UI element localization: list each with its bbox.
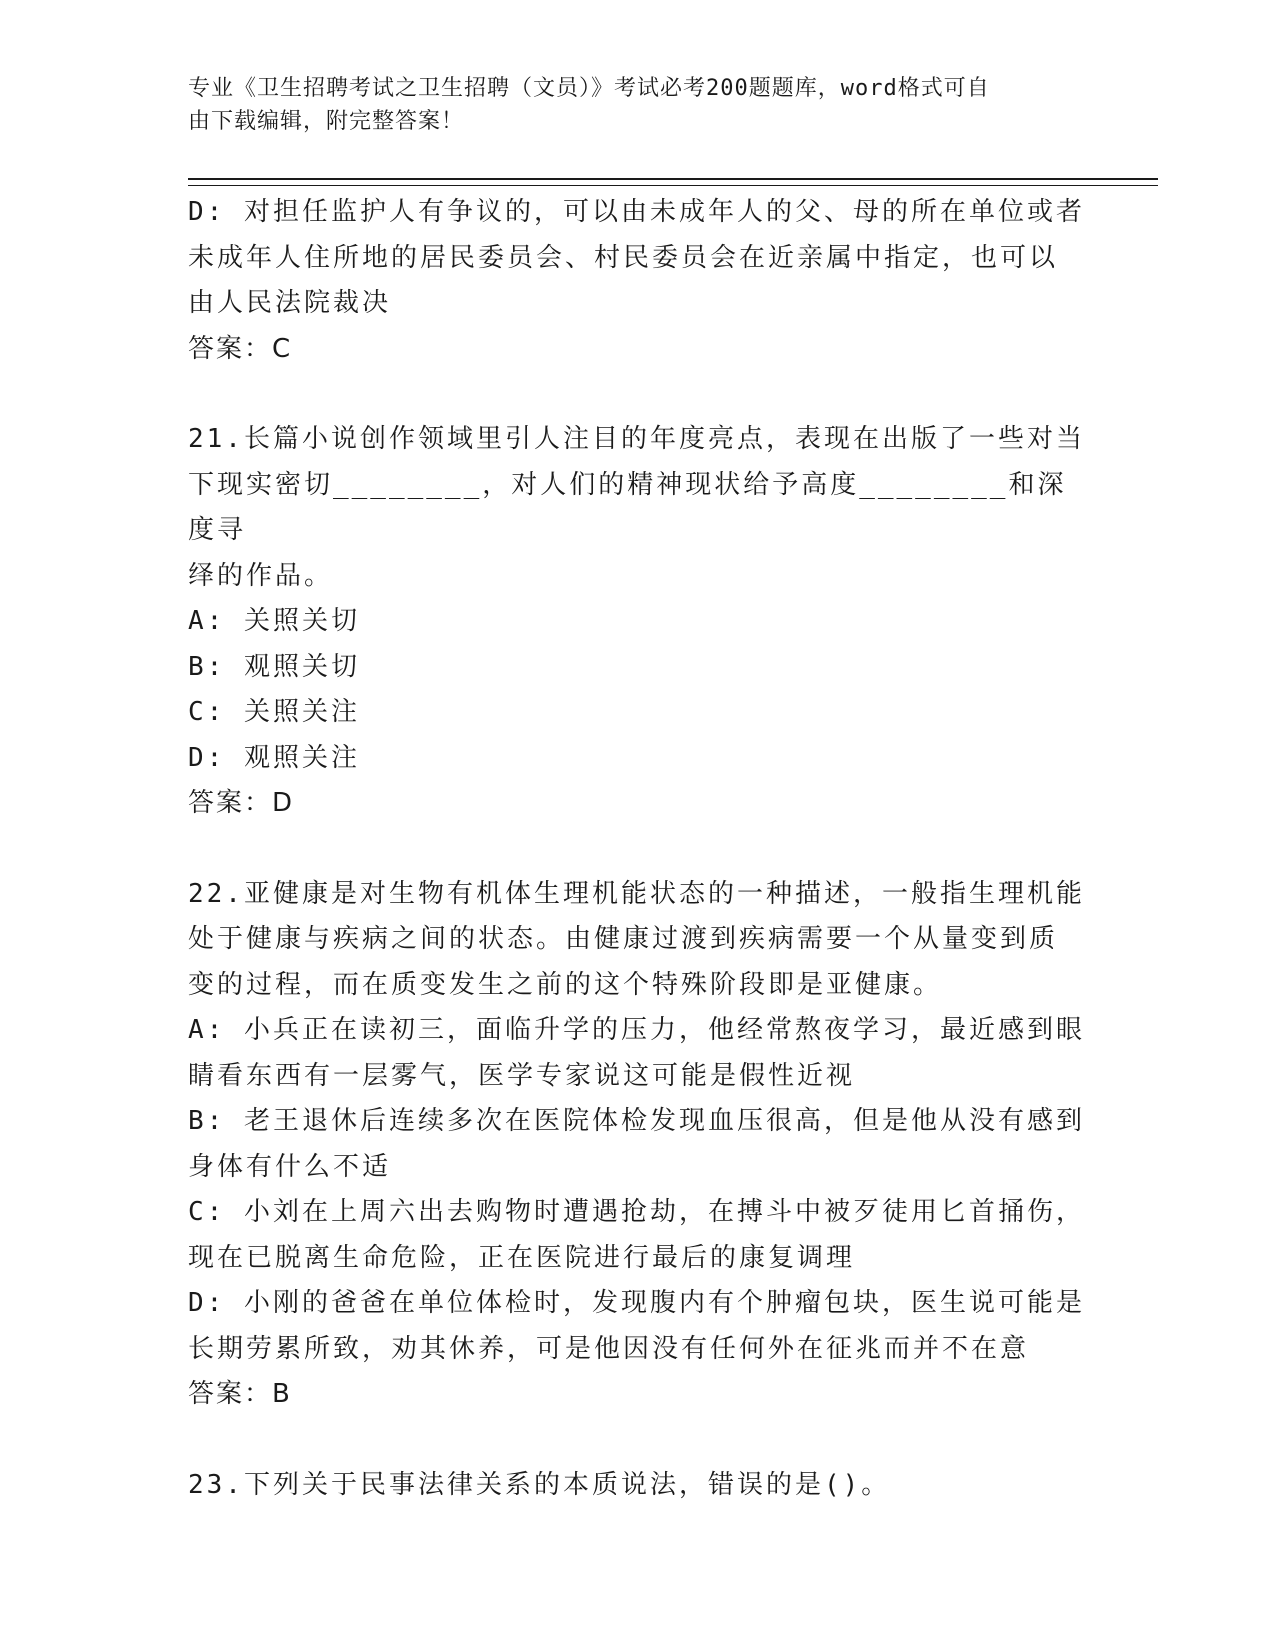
prev-question-block xyxy=(188,190,1088,372)
question-stem-line: 下现实密切________，对人们的精神现状给予高度________和深度寻 xyxy=(188,469,1067,545)
option-c-line: C: 小刘在上周六出去购物时遭遇抢劫，在搏斗中被歹徒用匕首捅伤， xyxy=(188,1197,1085,1227)
option-b-line: B: 老王退休后连续多次在医院体检发现血压很高，但是他从没有感到 xyxy=(188,1106,1085,1136)
option-b: B: 观照关切 xyxy=(188,651,360,682)
header-divider xyxy=(188,178,1158,180)
spacer xyxy=(188,827,1088,872)
answer-line: 答案：D xyxy=(188,788,295,818)
option-a: A: 关照关切 xyxy=(188,606,360,636)
option-d-line: 长期劳累所致，劝其休养，可是他因没有任何外在征兆而并不在意 xyxy=(188,1333,1030,1364)
option-d-line: D: 小刚的爸爸在单位体检时，发现腹内有个肿瘤包块，医生说可能是 xyxy=(188,1288,1085,1318)
question-stem-line: 22.亚健康是对生物有机体生理机能状态的一种描述，一般指生理机能 xyxy=(188,878,1085,909)
question-21 xyxy=(188,417,1088,827)
document-header xyxy=(188,72,1068,138)
option-d: D: 观照关注 xyxy=(188,742,360,773)
answer-line: 答案：C xyxy=(188,333,293,364)
question-23 xyxy=(188,1463,1088,1509)
header-divider-thin xyxy=(188,185,1158,186)
spacer xyxy=(188,372,1088,417)
option-c: C: 关照关注 xyxy=(188,697,360,727)
option-a-line: A: 小兵正在读初三，面临升学的压力，他经常熬夜学习，最近感到眼 xyxy=(188,1015,1085,1045)
question-stem-line: 23.下列关于民事法律关系的本质说法，错误的是()。 xyxy=(188,1469,891,1500)
option-d-line: D: 对担任监护人有争议的，可以由未成年人的父、母的所在单位或者 xyxy=(188,197,1085,227)
option-a-line: 睛看东西有一层雾气，医学专家说这可能是假性近视 xyxy=(188,1060,856,1091)
question-stem-line: 绎的作品。 xyxy=(188,560,334,591)
option-d-line: 未成年人住所地的居民委员会、村民委员会在近亲属中指定，也可以 xyxy=(188,242,1059,273)
question-22 xyxy=(188,872,1088,1418)
option-c-line: 现在已脱离生命危险，正在医院进行最后的康复调理 xyxy=(188,1242,856,1273)
question-stem-line: 21.长篇小说创作领域里引人注目的年度亮点，表现在出版了一些对当 xyxy=(188,424,1085,454)
option-d-line: 由人民法院裁决 xyxy=(188,288,392,318)
answer-line: 答案：B xyxy=(188,1379,292,1409)
spacer xyxy=(188,1418,1088,1463)
header-line: 由下载编辑，附完整答案！ xyxy=(188,109,465,134)
question-list xyxy=(188,190,1088,1508)
question-stem-line: 处于健康与疾病之间的状态。由健康过渡到疾病需要一个从量变到质 xyxy=(188,924,1059,954)
question-stem-line: 变的过程，而在质变发生之前的这个特殊阶段即是亚健康。 xyxy=(188,969,943,1000)
option-b-line: 身体有什么不适 xyxy=(188,1151,392,1182)
header-line: 专业《卫生招聘考试之卫生招聘（文员）》考试必考200题题库，word格式可自 xyxy=(188,76,990,101)
